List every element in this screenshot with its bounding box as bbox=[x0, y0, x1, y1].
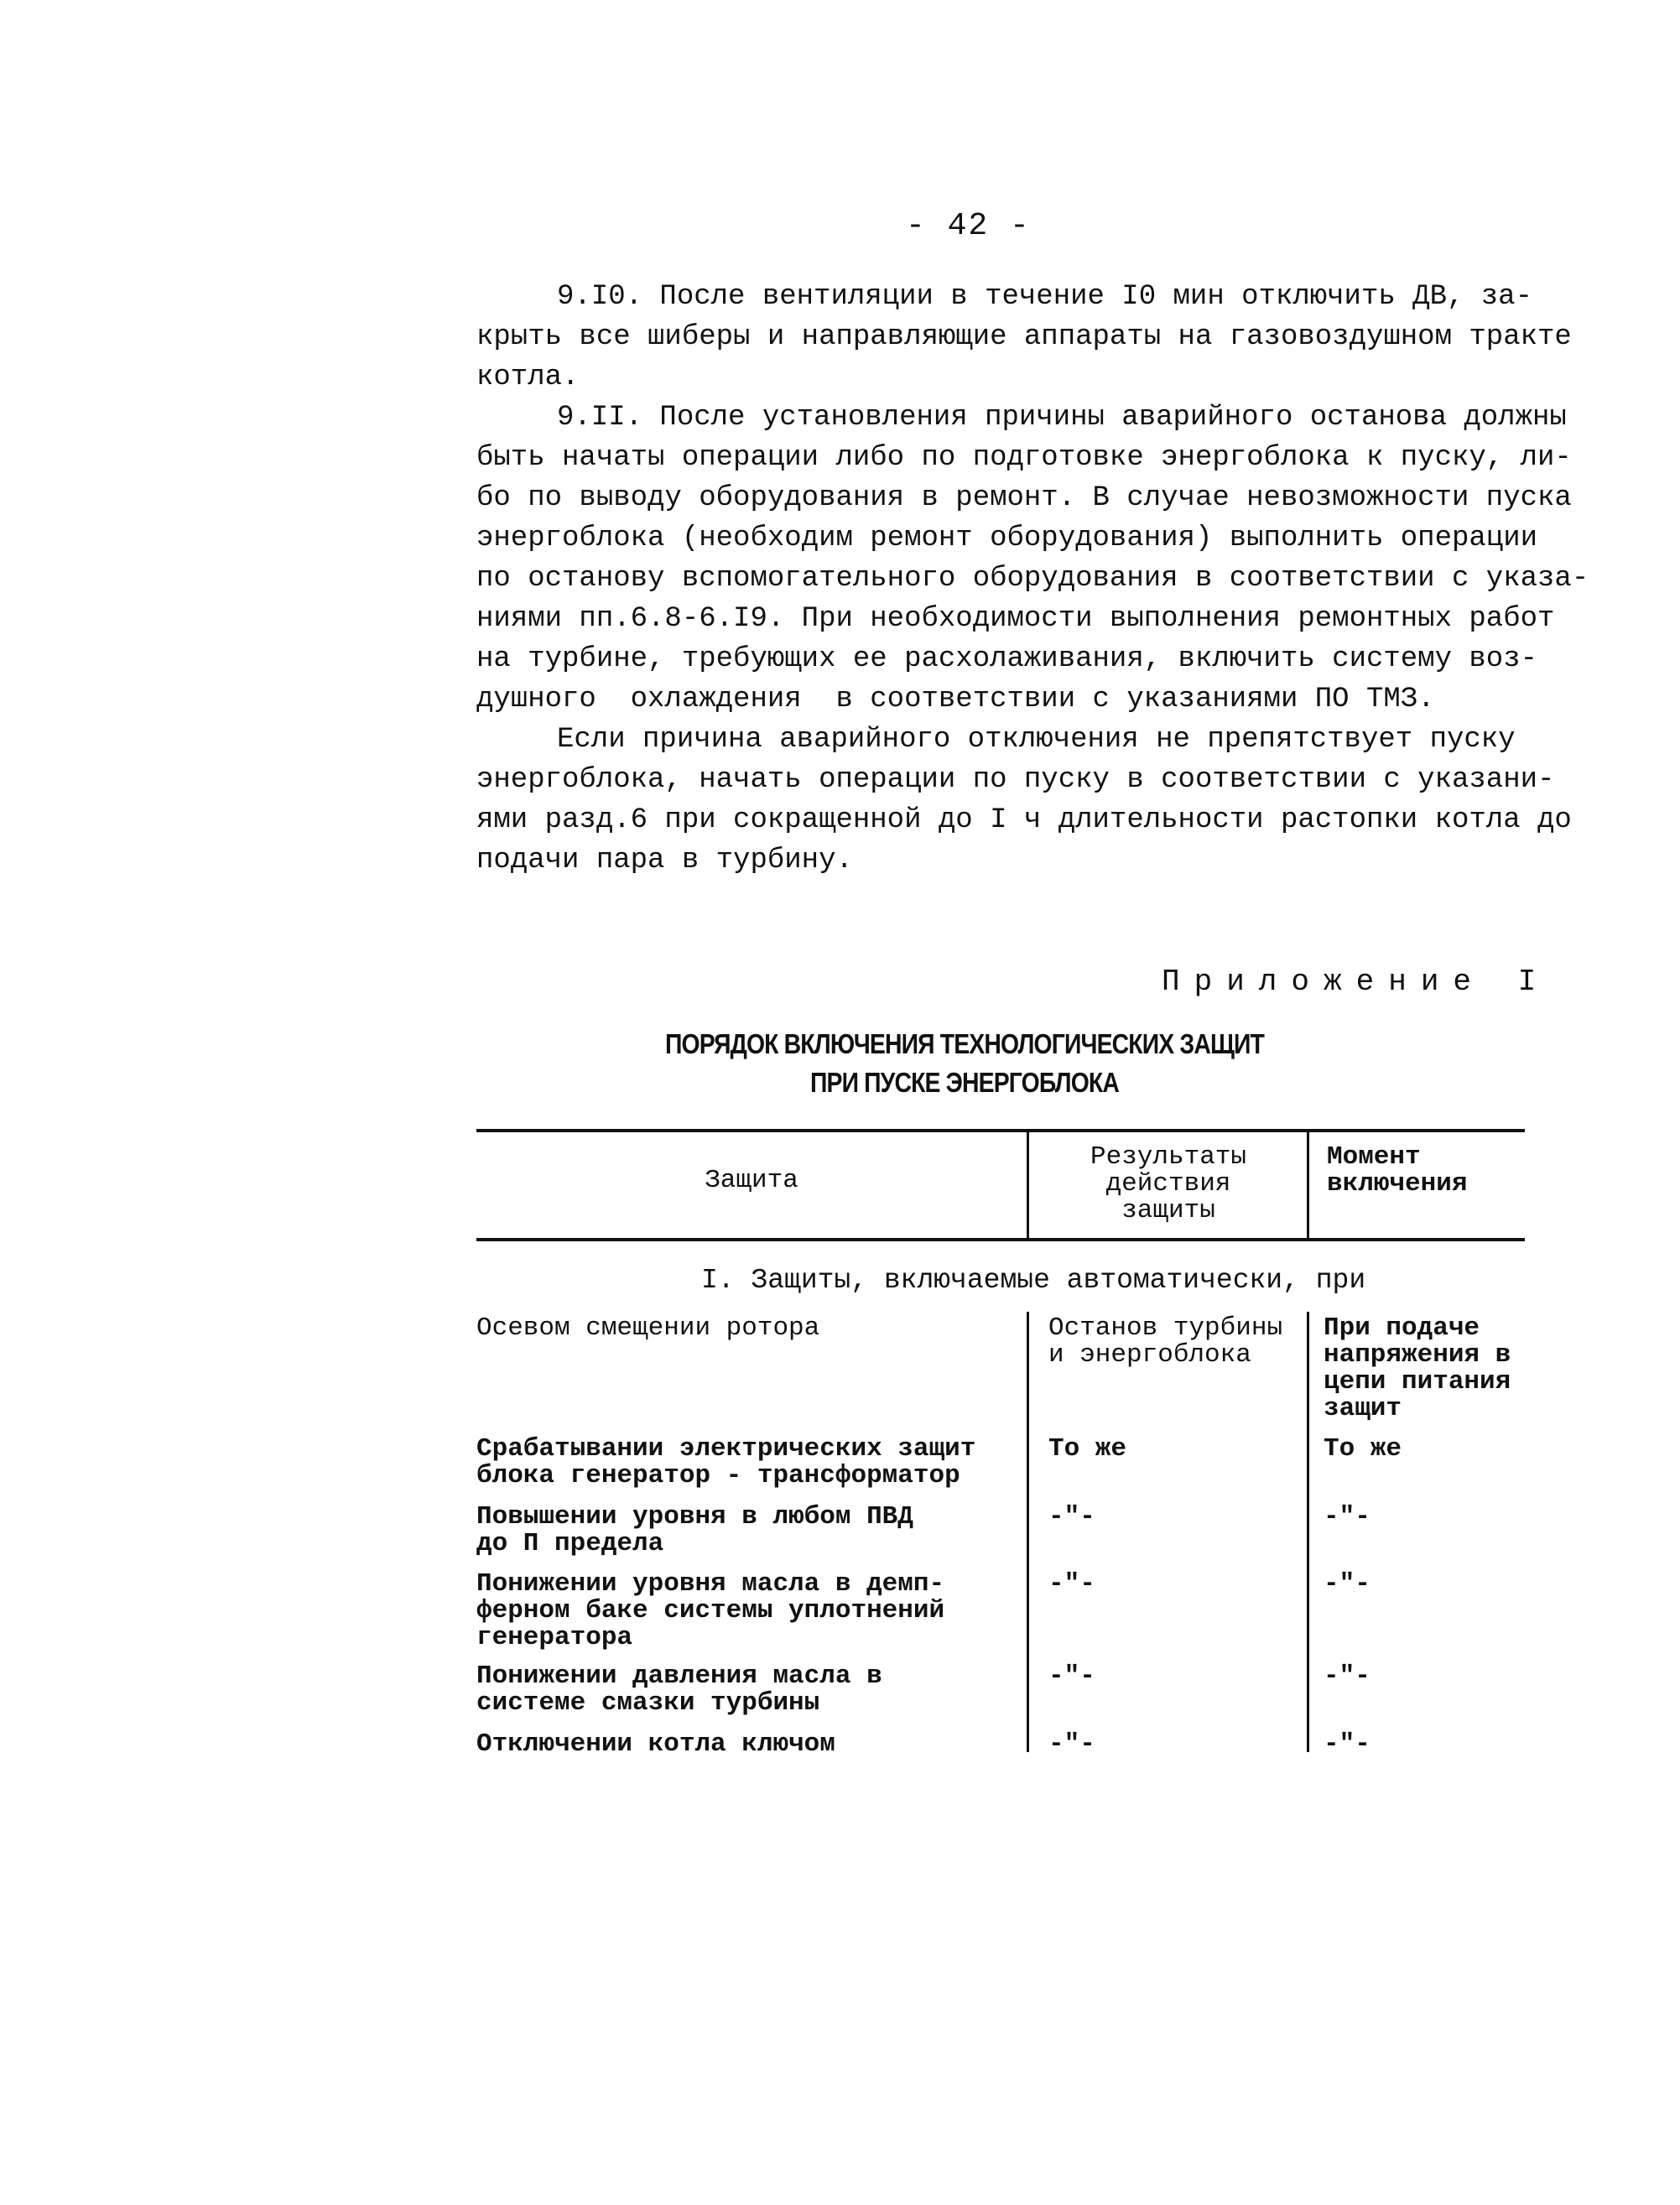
column-divider bbox=[1027, 1132, 1029, 1238]
cell-line: То же bbox=[1324, 1434, 1402, 1464]
cell-line: Отключении котла ключом bbox=[476, 1729, 835, 1759]
protection-cell bbox=[476, 1504, 1013, 1558]
text-line: крыть все шиберы и направляющие аппараты на газовоздушном тракте bbox=[476, 321, 1572, 353]
protection-cell bbox=[476, 1663, 1013, 1717]
header-text: Результаты bbox=[1090, 1142, 1247, 1172]
text-line: Если причина аварийного отключения не препятствует пуску bbox=[557, 724, 1516, 756]
result-cell bbox=[1048, 1731, 1300, 1758]
cell-line: блока генератор - трансформатор bbox=[476, 1461, 960, 1490]
protection-cell bbox=[476, 1571, 1013, 1651]
column-divider bbox=[1307, 1312, 1309, 1752]
text-line: энергоблока, начать операции по пуску в соответствии с указани- bbox=[476, 764, 1555, 796]
cell-line: Срабатывании электрических защит bbox=[476, 1434, 976, 1464]
cell-line: Понижении давления масла в bbox=[476, 1662, 882, 1691]
column-divider bbox=[1307, 1132, 1309, 1238]
cell-line: цепи питания bbox=[1324, 1367, 1511, 1396]
cell-line: При подаче bbox=[1324, 1313, 1480, 1343]
column-divider bbox=[1027, 1312, 1029, 1752]
header-text: Защита bbox=[705, 1166, 798, 1195]
protection-cell bbox=[476, 1315, 1013, 1342]
text-line: котла. bbox=[476, 361, 580, 393]
moment-cell bbox=[1324, 1663, 1525, 1690]
header-protection bbox=[476, 1168, 1027, 1194]
cell-line: -"- bbox=[1324, 1662, 1371, 1691]
protection-cell bbox=[476, 1436, 1013, 1490]
text-line: бо по выводу оборудования в ремонт. В случае невозможности пуска bbox=[476, 482, 1572, 514]
text-line: 9.I0. После вентиляции в течение I0 мин отключить ДВ, за- bbox=[557, 281, 1532, 313]
header-moment bbox=[1310, 1144, 1525, 1198]
cell-line: -"- bbox=[1048, 1662, 1095, 1691]
cell-line: -"- bbox=[1324, 1569, 1371, 1599]
cell-line: То же bbox=[1048, 1434, 1127, 1464]
cell-line: -"- bbox=[1048, 1502, 1095, 1532]
cell-line: и энергоблока bbox=[1048, 1340, 1251, 1370]
appendix-title-line: ПОРЯДОК ВКЛЮЧЕНИЯ ТЕХНОЛОГИЧЕСКИХ ЗАЩИТ bbox=[664, 1028, 1265, 1059]
text-line: душного охлаждения в соответствии с указаниями ПО ТМЗ. bbox=[476, 684, 1435, 715]
section-heading: I. Защиты, включаемые автоматически, при bbox=[701, 1265, 1366, 1296]
moment-cell bbox=[1324, 1315, 1525, 1422]
text-line: 9.II. После установления причины аварийного останова должны bbox=[557, 402, 1567, 434]
text-line: по останову вспомогательного оборудования в соответствии с указа- bbox=[476, 563, 1589, 595]
cell-line: -"- bbox=[1324, 1502, 1371, 1532]
text-line: подачи пара в турбину. bbox=[476, 845, 853, 876]
result-cell bbox=[1048, 1663, 1300, 1690]
moment-cell bbox=[1324, 1731, 1525, 1758]
cell-line: генератора bbox=[476, 1623, 633, 1652]
header-text: действия bbox=[1105, 1169, 1231, 1199]
cell-line: Повышении уровня в любом ПВД bbox=[476, 1502, 913, 1532]
text-line: ями разд.6 при сокращенной до I ч длительности растопки котла до bbox=[476, 804, 1572, 836]
text-line: быть начаты операции либо по подготовке энергоблока к пуску, ли- bbox=[476, 442, 1572, 474]
cell-line: Останов турбины bbox=[1048, 1313, 1283, 1343]
cell-line: защит bbox=[1324, 1394, 1402, 1423]
cell-line: -"- bbox=[1048, 1729, 1095, 1759]
header-text: защиты bbox=[1121, 1196, 1215, 1225]
cell-line: -"- bbox=[1324, 1729, 1371, 1759]
cell-line: до П предела bbox=[476, 1529, 664, 1558]
moment-cell bbox=[1324, 1504, 1525, 1531]
result-cell bbox=[1048, 1436, 1300, 1463]
header-text: включения bbox=[1327, 1169, 1468, 1199]
result-cell bbox=[1048, 1315, 1300, 1369]
protection-cell bbox=[476, 1731, 1013, 1758]
table-top-rule bbox=[476, 1129, 1525, 1132]
moment-cell bbox=[1324, 1571, 1525, 1598]
appendix-title-line: ПРИ ПУСКЕ ЭНЕРГОБЛОКА bbox=[809, 1067, 1120, 1098]
body-text bbox=[476, 277, 1589, 881]
table-header-rule bbox=[476, 1238, 1525, 1241]
header-result bbox=[1030, 1144, 1307, 1225]
moment-cell bbox=[1324, 1436, 1525, 1463]
cell-line: Осевом смещении ротора bbox=[476, 1313, 820, 1343]
appendix-label: Приложение I bbox=[1162, 965, 1551, 999]
text-line: энергоблока (необходим ремонт оборудования) выполнить операции bbox=[476, 523, 1538, 554]
result-cell bbox=[1048, 1571, 1300, 1598]
text-line: ниями пп.6.8-6.I9. При необходимости выполнения ремонтных работ bbox=[476, 603, 1555, 635]
cell-line: системе смазки турбины bbox=[476, 1688, 820, 1718]
header-text: Момент bbox=[1327, 1142, 1421, 1172]
cell-line: Понижении уровня масла в демп- bbox=[476, 1569, 945, 1599]
cell-line: ферном баке системы уплотнений bbox=[476, 1596, 945, 1625]
cell-line: -"- bbox=[1048, 1569, 1095, 1599]
text-line: на турбине, требующих ее расхолаживания, включить систему воз- bbox=[476, 643, 1538, 675]
result-cell bbox=[1048, 1504, 1300, 1531]
page-number: - 42 - bbox=[906, 208, 1031, 244]
cell-line: напряжения в bbox=[1324, 1340, 1511, 1370]
appendix-title bbox=[640, 1025, 1289, 1102]
